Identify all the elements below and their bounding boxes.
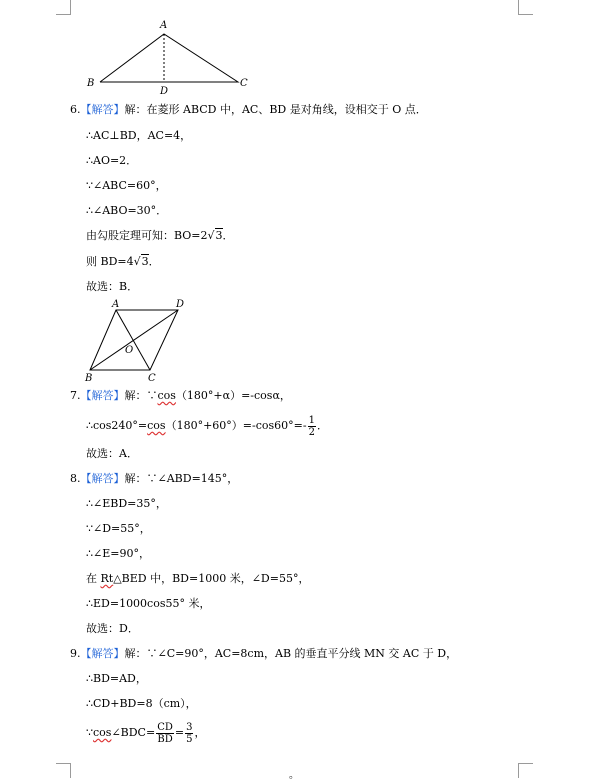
- q6-line-7: 则 BD=4√3．: [86, 255, 160, 268]
- q6-line-2: ∴AC⊥BD，AC=4，: [86, 129, 192, 142]
- label-b: B: [85, 373, 93, 384]
- label-c: C: [240, 78, 248, 89]
- crop-mark-bottom-right: [518, 763, 533, 778]
- q8-line-1: 8.【解答】解：∵∠ABD=145°，: [70, 472, 239, 485]
- q8-line-5: 在 Rt△BED 中，BD=1000 米，∠D=55°，: [86, 572, 310, 585]
- q7-line-1: 7.【解答】解：∵cos（180°+α）=-cosα，: [70, 389, 291, 402]
- q7-line-2: ∴cos240°=cos（180°+60°）=-cos60°=- $\frac{1}{2}$ ．: [86, 414, 328, 438]
- q8-line-6: ∴ED=1000cos55° 米，: [86, 597, 211, 610]
- label-d: D: [160, 86, 169, 96]
- label-d: D: [176, 299, 185, 310]
- q9-fraction-2: $\frac{3}{5}$: [186, 721, 193, 745]
- q8-line-2: ∴∠EBD=35°，: [86, 497, 167, 510]
- q6-line-5: ∴∠ABO=30°．: [86, 204, 168, 217]
- q6-text-1: 解：在菱形 ABCD 中，AC、BD 是对角线，设相交于 O 点．: [124, 103, 427, 116]
- q6-tag: 【解答】: [80, 103, 125, 116]
- crop-mark-top-left: [56, 0, 71, 15]
- crop-mark-bottom-left: [56, 763, 71, 778]
- q6-line-1: [70, 103, 427, 117]
- q6-number: 6.: [70, 103, 81, 116]
- q9-fraction-1: $\frac{CD}{BD}$: [157, 721, 173, 745]
- q9-line-1: 9.【解答】解：∵∠C=90°，AC=8cm，AB 的垂直平分线 MN 交 AC 于 D，: [70, 647, 458, 660]
- q8-line-4: ∴∠E=90°，: [86, 547, 150, 560]
- label-a: A: [112, 299, 120, 310]
- page-mark: 。: [289, 770, 299, 781]
- q8-line-7: 故选：D．: [86, 622, 139, 635]
- q6-line-6: 由勾股定理可知：BO=2√3．: [86, 229, 234, 242]
- label-a: A: [160, 20, 168, 31]
- q9-line-4: ∵cos∠BDC= $\frac{CD}{BD}$ = $\frac{3}{5}$ ，: [86, 721, 206, 745]
- label-b: B: [87, 78, 95, 89]
- q6-line-8: 故选：B．: [86, 280, 139, 293]
- q8-line-3: ∵∠D=55°，: [86, 522, 151, 535]
- q9-line-2: ∴BD=AD，: [86, 672, 147, 685]
- q9-line-3: ∴CD+BD=8（cm），: [86, 697, 197, 710]
- q7-fraction: $\frac{1}{2}$: [308, 414, 315, 438]
- q7-line-3: 故选：A．: [86, 447, 138, 460]
- q6-line-4: ∵∠ABC=60°，: [86, 179, 167, 192]
- label-o: O: [125, 345, 134, 356]
- q6-line-3: ∴AO=2．: [86, 154, 138, 167]
- label-c: C: [148, 373, 156, 384]
- crop-mark-top-right: [518, 0, 533, 15]
- triangle-figure: [80, 16, 260, 96]
- rhombus-figure: [80, 296, 200, 386]
